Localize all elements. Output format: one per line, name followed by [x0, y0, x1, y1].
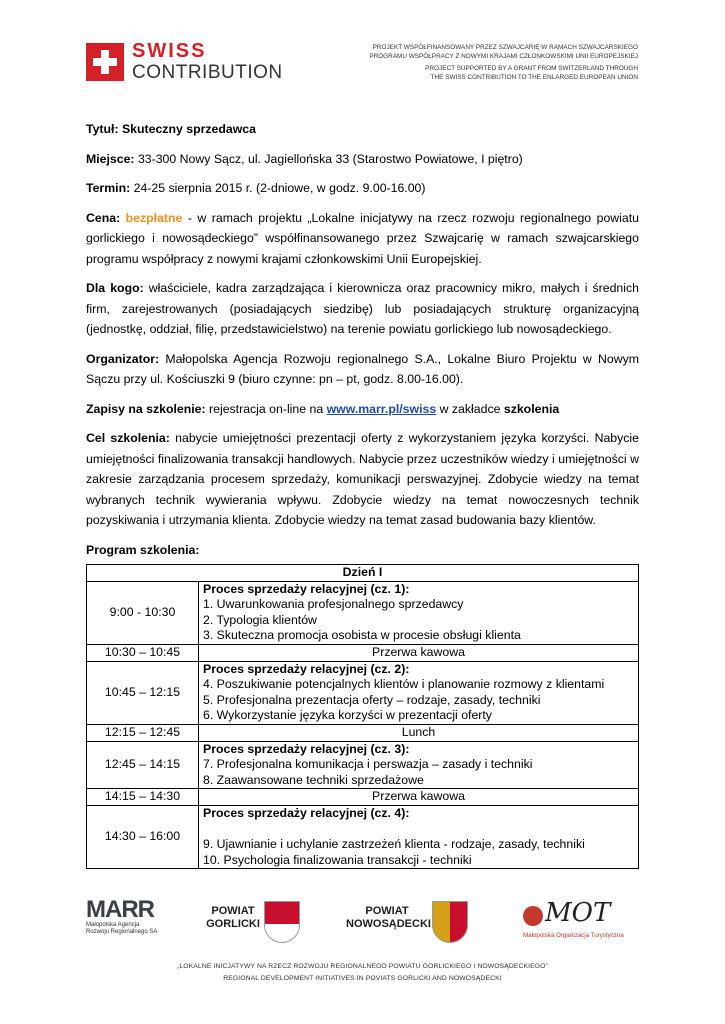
price-description: - w ramach projektu „Lokalne inicjatywy na rzecz rozwoju regionalnego powiatu gorlickiego i nowosądeckiego” współfinansowanego przez Szwajcarię w ramach szwajcarskiego programu współpracy z nowymi krajami członkowskimi Unii Europejskiej. — [86, 210, 639, 266]
session-time: 10:30 – 10:45 — [87, 644, 199, 661]
marr-sub1: Małopolska Agencja — [86, 922, 140, 928]
footer-line-pl: „LOKALNE INICJATYWY NA RZECZ ROZWOJU REGIONALNEGO POWIATU GORLICKIEGO I NOWOSĄDECKIEGO” — [177, 963, 548, 970]
goal-paragraph — [86, 428, 639, 531]
header-project-note — [369, 44, 638, 82]
gorlicki-coat-of-arms-icon — [264, 901, 300, 943]
place-label: Miejsce: — [86, 151, 135, 166]
signup-tab-name: szkolenia — [503, 401, 560, 416]
organizer-value: Małopolska Agencja Rozwoju regionalnego S.A., Lokalne Biuro Projektu w Nowym Sączu przy ul. Kościuszki 9 (biuro czynne: pn – pt, godz. 8.00-16.00). — [86, 351, 639, 386]
session-time: 10:45 – 12:15 — [87, 661, 199, 724]
term-label: Termin: — [86, 181, 131, 195]
session-content — [199, 741, 639, 789]
signup-text2: w zakładce — [436, 401, 504, 416]
powiat-nowosadecki-text — [346, 905, 431, 931]
note-pl-line1: PROJEKT WSPÓŁFINANSOWANY PRZEZ SZWAJCARIĘ W RAMACH SZWAJCARSKIEGO — [372, 44, 638, 51]
session-content — [199, 581, 639, 644]
marr-logo — [86, 898, 176, 938]
schedule-break-row — [87, 724, 639, 741]
goal-label: Cel szkolenia: — [86, 431, 170, 445]
organizer-paragraph — [86, 349, 639, 390]
place-value: 33-300 Nowy Sącz, ul. Jagiellońska 33 (Starostwo Powiatowe, I piętro) — [134, 151, 523, 166]
place-line — [86, 149, 639, 170]
powiat-gorlicki-line1: POWIAT — [211, 905, 255, 917]
powiat-gorlicki-line2: GORLICKI — [206, 918, 260, 930]
session-topic: 3. Skuteczna promocja osobista w procesie obsługi klienta — [203, 628, 521, 643]
session-time: 12:45 – 14:15 — [87, 741, 199, 789]
session-topic: 1. Uwarunkowania profesjonalnego sprzedawcy — [203, 597, 464, 612]
schedule-session-row — [87, 661, 639, 724]
schedule-break-row — [87, 644, 639, 661]
break-label: Przerwa kawowa — [199, 789, 639, 806]
session-title: Proces sprzedaży relacyjnej (cz. 1): — [203, 581, 410, 596]
session-topic: 5. Profesjonalna prezentacja oferty – rodzaje, zasady, techniki — [203, 692, 541, 707]
session-topic: 9. Ujawnianie i uchylanie zastrzeżeń klienta - rodzaje, zasady, techniki — [203, 837, 585, 852]
schedule-table — [86, 564, 639, 869]
term-line — [86, 178, 639, 199]
day-heading: Dzień I — [87, 565, 639, 582]
schedule-break-row — [87, 789, 639, 806]
session-topic: 6. Wykorzystanie języka korzyści w prezentacji oferty — [203, 708, 492, 723]
goal-value: nabycie umiejętności prezentacji oferty z wykorzystaniem języka korzyści. Nabycie umiejętności finalizowania transakcji handlowych. Nabycie przez uczestników wiedzy i umiejętności w zakresie zarządzania procesem sprzedaży, komunikacji perswazyjnej. Zdobycie wiedzy na temat wybranych technik wywierania wpływu. Zdobycie wiedzy na temat nowoczesnych technik pozyskiwania i utrzymania klienta. Zdobycie wiedzy na temat zasad budowania bazy klientów. — [86, 431, 640, 527]
swiss-contribution-logo — [86, 41, 286, 86]
audience-value: właściciele, kadra zarządzająca i kierownicza oraz pracownicy mikro, małych i średnich firm, zarejestrowanych (posiadających siedzibę) lub posiadających strukturę organizacyjną (jednostkę, oddział, filię, przedstawicielstwo) na terenie powiatu gorlickiego lub nowosądeckiego. — [86, 281, 639, 336]
signup-label: Zapisy na szkolenie: — [86, 401, 206, 416]
session-topic: 10. Psychologia finalizowania transakcji - techniki — [203, 852, 472, 867]
marr-logo-word: MARR — [86, 896, 154, 923]
schedule-session-row — [87, 805, 639, 868]
footer-line-en: REGIONAL DEVELOPMENT INITIATIVES IN POVIATS GORLICKI AND NOWOSĄDECKI — [223, 975, 502, 982]
session-topic — [203, 822, 634, 838]
marr-logo-text — [86, 898, 176, 922]
nowosadecki-coat-of-arms-icon — [432, 901, 468, 943]
document-body — [86, 119, 639, 869]
price-label: Cena: — [86, 210, 121, 225]
break-label: Przerwa kawowa — [199, 644, 639, 661]
schedule-session-row — [87, 741, 639, 789]
mot-dot-icon — [523, 906, 543, 926]
price-free: bezpłatne — [125, 210, 183, 225]
mot-logo — [517, 898, 645, 942]
session-title: Proces sprzedaży relacyjnej (cz. 4): — [203, 805, 410, 820]
session-time: 14:15 – 14:30 — [87, 789, 199, 806]
session-topic: 8. Zaawansowane techniki sprzedażowe — [203, 772, 424, 787]
mot-logo-word: MOT — [545, 898, 611, 928]
organizer-label: Organizator: — [86, 351, 160, 366]
logo-word-swiss: SWISS — [132, 40, 207, 62]
schedule-session-row — [87, 581, 639, 644]
swiss-cross-icon — [86, 43, 124, 81]
signup-text: rejestracja on-line na — [205, 401, 327, 416]
powiat-gorlicki-logo — [206, 901, 302, 943]
term-value: 24-25 sierpnia 2015 r. (2-dniowe, w godz. 9.00-16.00) — [130, 181, 426, 195]
session-topic: 4. Poszukiwanie potencjalnych klientów i planowanie rozmowy z klientami — [203, 677, 605, 692]
logo-word-contribution: CONTRIBUTION — [132, 62, 283, 83]
session-title: Proces sprzedaży relacyjnej (cz. 2): — [203, 661, 410, 676]
powiat-nowosadecki-logo — [346, 901, 470, 943]
price-paragraph — [86, 208, 639, 270]
session-time: 12:15 – 12:45 — [87, 724, 199, 741]
note-pl-line2: PROGRAMU WSPÓŁPRACY Z NOWYMI KRAJAMI CZŁONKOWSKIMI UNII EUROPEJSKIEJ — [369, 52, 638, 60]
schedule-day-row — [87, 565, 639, 582]
powiat-nowosadecki-line1: POWIAT — [365, 905, 409, 917]
title-label: Tytuł: — [86, 122, 119, 136]
marr-sub2: Rozwoju Regionalnego SA — [86, 929, 158, 935]
audience-paragraph — [86, 278, 639, 340]
program-heading — [86, 540, 639, 561]
note-en-line1: PROJECT SUPPORTED BY A GRANT FROM SWITZERLAND THROUGH — [425, 65, 638, 73]
session-content — [199, 805, 639, 868]
title-value: Skuteczny sprzedawca — [121, 122, 256, 136]
note-en-line2: THE SWISS CONTRIBUTION TO THE ENLARGED EUROPEAN UNION — [430, 73, 638, 81]
session-time: 9:00 - 10:30 — [87, 581, 199, 644]
program-label: Program szkolenia: — [86, 542, 200, 557]
session-content — [199, 661, 639, 724]
powiat-gorlicki-text — [206, 905, 260, 931]
session-topic: 2. Typologia klientów — [203, 612, 317, 627]
break-label: Lunch — [199, 724, 639, 741]
mot-caption: Małopolska Organizacja Turystyczna — [523, 932, 624, 939]
session-time: 14:30 – 16:00 — [87, 805, 199, 868]
signup-paragraph — [86, 399, 639, 420]
powiat-nowosadecki-line2: NOWOSĄDECKI — [346, 918, 431, 930]
session-topic: 7. Profesjonalna komunikacja i perswazja – zasady i techniki — [203, 757, 533, 772]
signup-link[interactable]: www.marr.pl/swiss — [326, 401, 437, 416]
audience-label: Dla kogo: — [86, 281, 144, 295]
title-line — [86, 119, 639, 140]
session-title: Proces sprzedaży relacyjnej (cz. 3): — [203, 741, 410, 756]
